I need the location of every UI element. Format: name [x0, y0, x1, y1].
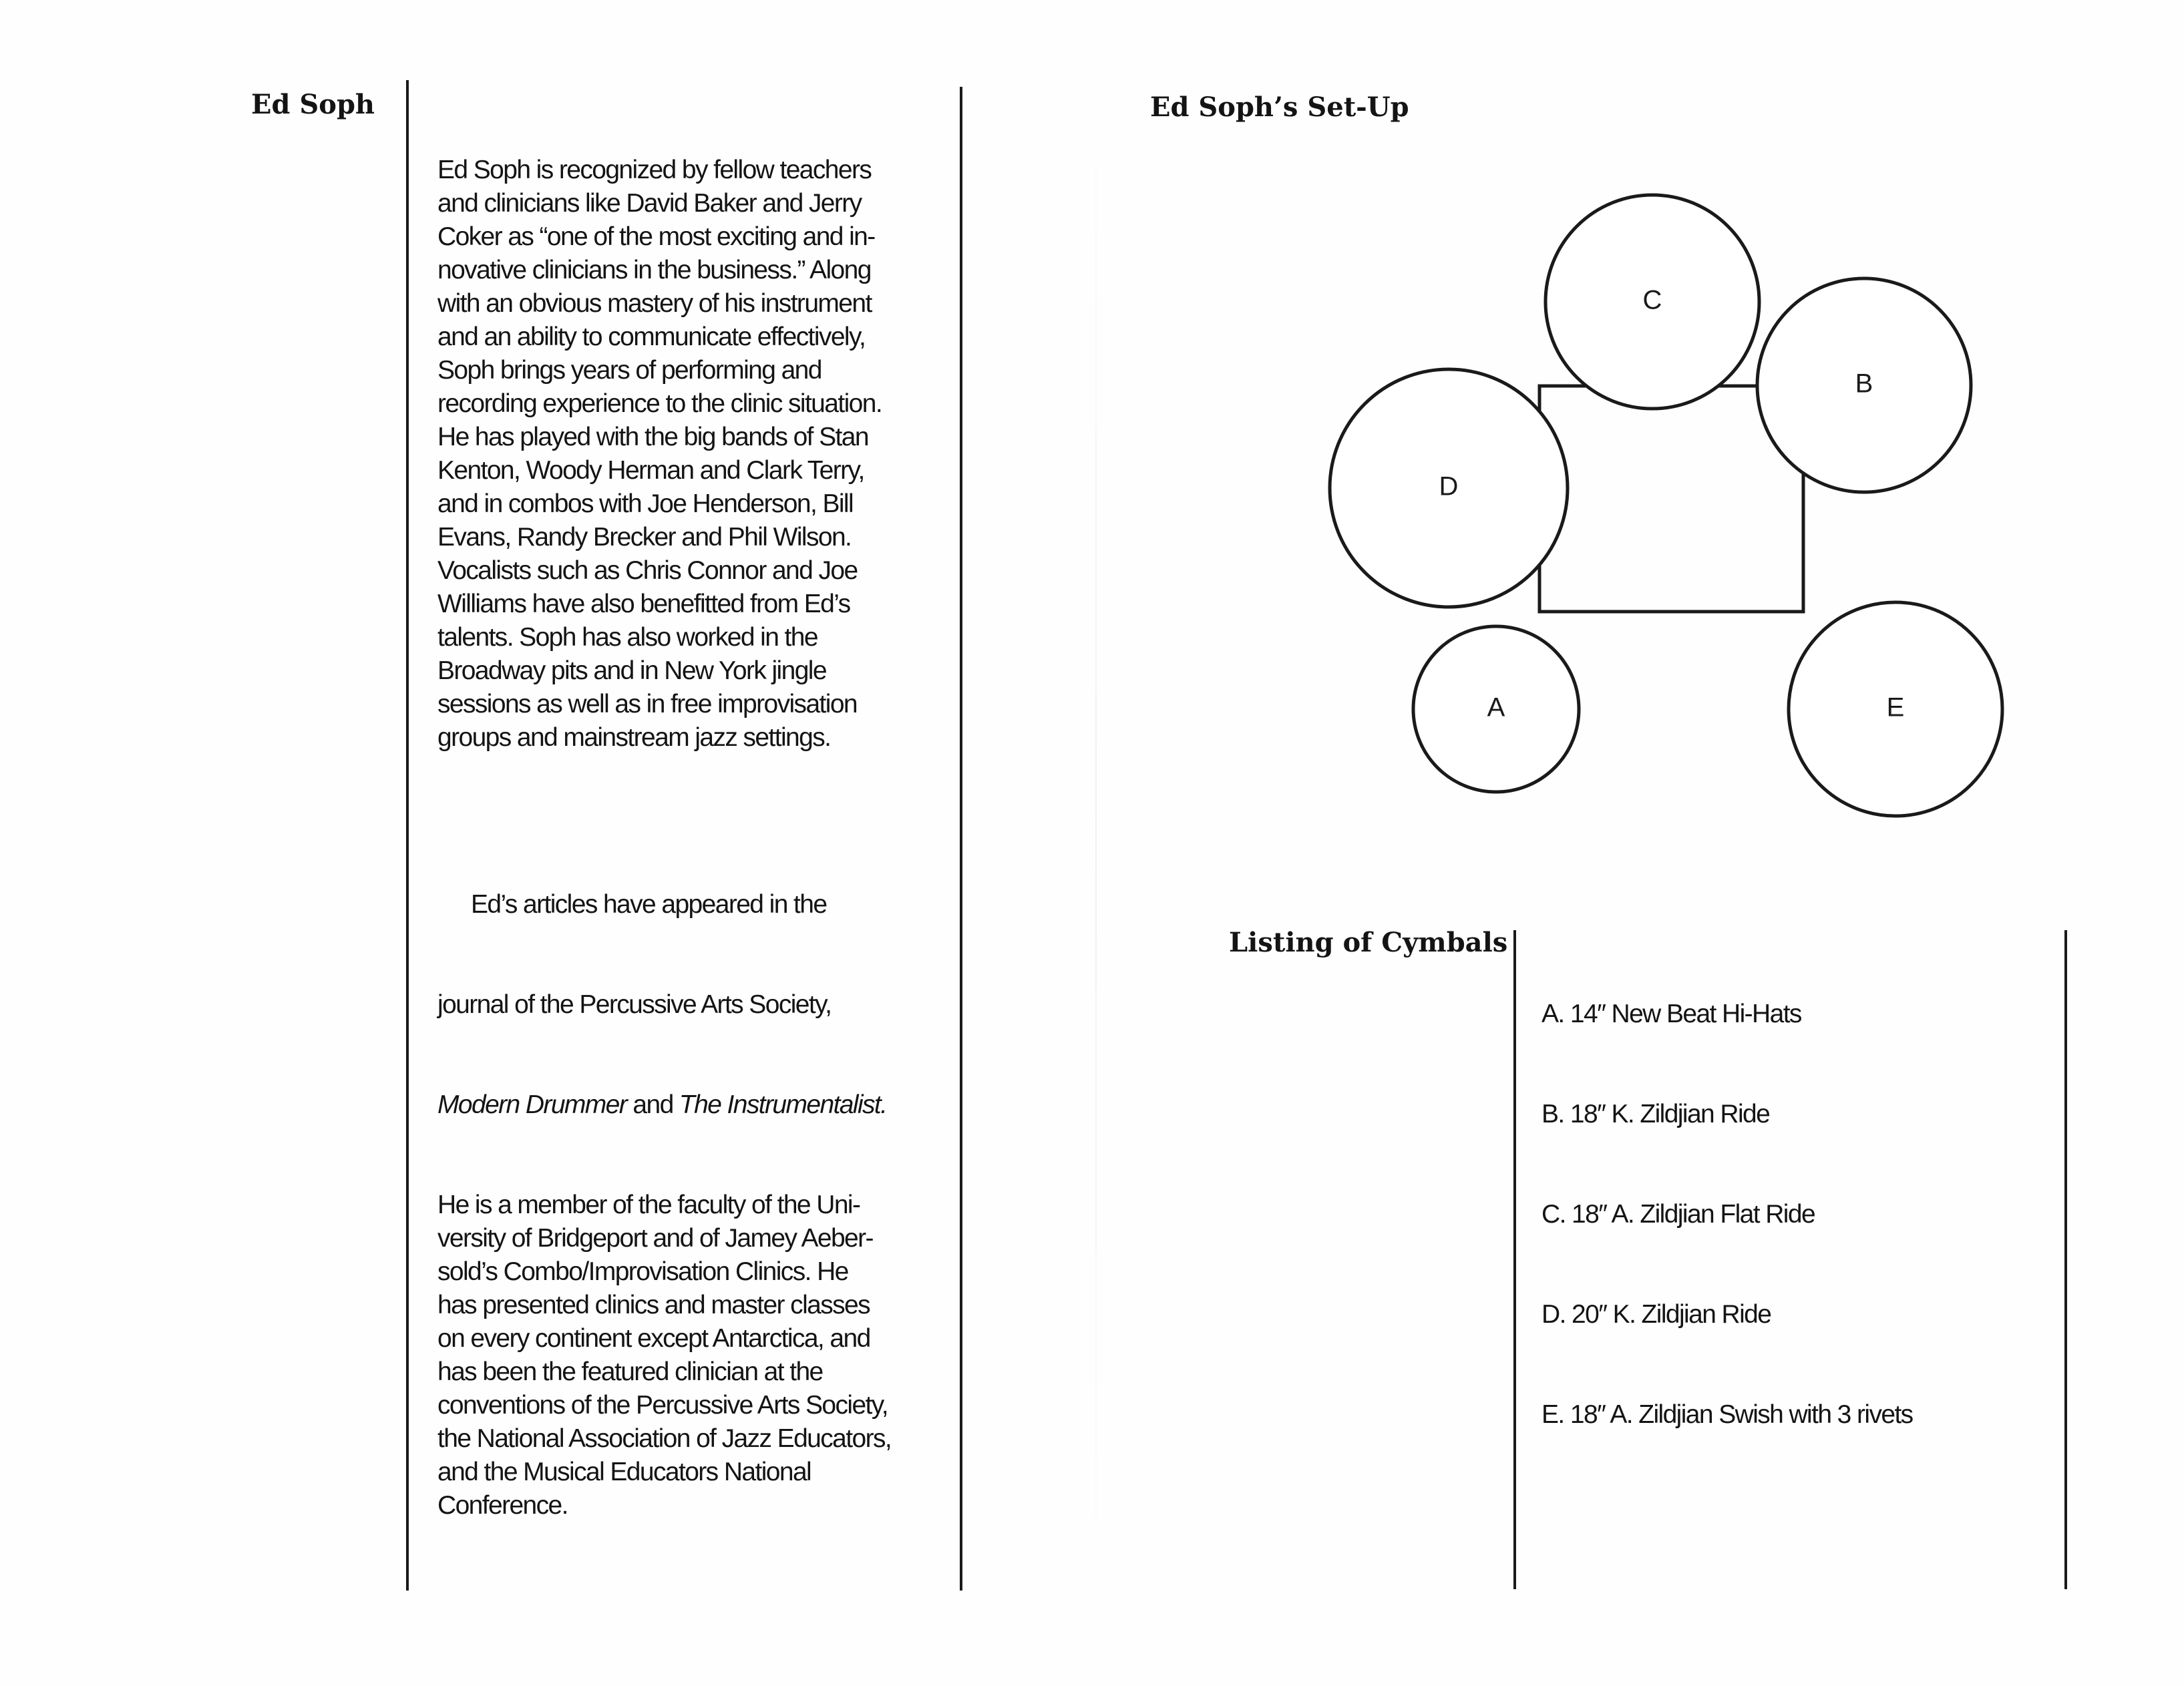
bio-line: and an ability to communicate effectively, [437, 323, 866, 351]
bio-line: Vocalists such as Chris Connor and Joe [437, 556, 858, 585]
column-rule-listing-left [1513, 930, 1516, 1589]
cymbal-label-d: D [1439, 471, 1459, 501]
cymbal-list [1541, 931, 1913, 1498]
cymbal-list-item: A. 14″ New Beat Hi-Hats [1541, 1000, 1801, 1028]
bio-line: Williams have also benefitted from Ed’s [437, 590, 850, 618]
bio-line: Soph brings years of performing and [437, 356, 822, 385]
bio-line: sessions as well as in free improvisation [437, 690, 858, 718]
cymbal-list-item: B. 18″ K. Zildjian Ride [1541, 1100, 1770, 1128]
bio-line: with an obvious mastery of his instrument [437, 289, 872, 318]
bio-line: and clinicians like David Baker and Jerry [437, 189, 862, 218]
bio-heading: Ed Soph [251, 89, 375, 120]
publication-title: Modern Drummer [437, 1090, 627, 1119]
cymbal-label-a: A [1487, 692, 1505, 722]
bio-line: Coker as “one of the most exciting and in- [437, 222, 875, 251]
bio-line: sold’s Combo/Improvisation Clinics. He [437, 1257, 848, 1286]
listing-heading: Listing of Cymbals [1229, 927, 1508, 958]
cymbal-list-item: D. 20″ K. Zildjian Ride [1541, 1300, 1771, 1329]
cymbal-list-item: C. 18″ A. Zildjian Flat Ride [1541, 1200, 1815, 1229]
bio-line: and in combos with Joe Henderson, Bill [437, 489, 854, 518]
bio-line: the National Association of Jazz Educators, [437, 1424, 892, 1453]
bio-line: talents. Soph has also worked in the [437, 623, 817, 652]
bio-connector: and [626, 1090, 679, 1119]
bio-line: conventions of the Percussive Arts Society, [437, 1391, 888, 1420]
bio-line: has presented clinics and master classes [437, 1291, 870, 1319]
cymbal-b [1757, 278, 1971, 492]
bio-line: has been the featured clinician at the [437, 1357, 823, 1386]
bio-line: Broadway pits and in New York jingle [437, 656, 826, 685]
cymbal-label-c: C [1642, 285, 1662, 315]
cymbal-a [1413, 626, 1579, 792]
bio-line: He has played with the big bands of Stan [437, 423, 868, 451]
cymbal-label-b: B [1855, 369, 1873, 399]
bio-line: Kenton, Woody Herman and Clark Terry, [437, 456, 864, 485]
bio-line: recording experience to the clinic situation. [437, 389, 882, 418]
bio-line: novative clinicians in the business.” Along [437, 256, 871, 284]
cymbal-c [1545, 195, 1759, 409]
bio-line: on every continent except Antarctica, and [437, 1324, 870, 1353]
publication-title: The Instrumentalist. [679, 1090, 887, 1119]
cymbal-list-item: E. 18″ A. Zildjian Swish with 3 rivets [1541, 1400, 1913, 1429]
bio-line: Evans, Randy Brecker and Phil Wilson. [437, 523, 852, 552]
bio-line: and the Musical Educators National [437, 1458, 811, 1486]
column-rule-listing-right [2064, 930, 2067, 1589]
bio-line: Conference. [437, 1491, 568, 1520]
bio-line: versity of Bridgeport and of Jamey Aeber- [437, 1224, 873, 1253]
cymbal-e [1789, 602, 2002, 816]
bio-line: groups and mainstream jazz settings. [437, 723, 831, 752]
setup-heading: Ed Soph’s Set-Up [1150, 91, 1409, 123]
bio-line: journal of the Percussive Arts Society, [437, 990, 832, 1019]
cymbal-label-e: E [1886, 692, 1905, 722]
bio-line: Ed Soph is recognized by fellow teachers [437, 156, 872, 184]
bio-line: He is a member of the faculty of the Uni- [437, 1191, 860, 1219]
cymbal-d [1330, 369, 1568, 607]
bio-line: Ed’s articles have appeared in the [471, 890, 827, 919]
